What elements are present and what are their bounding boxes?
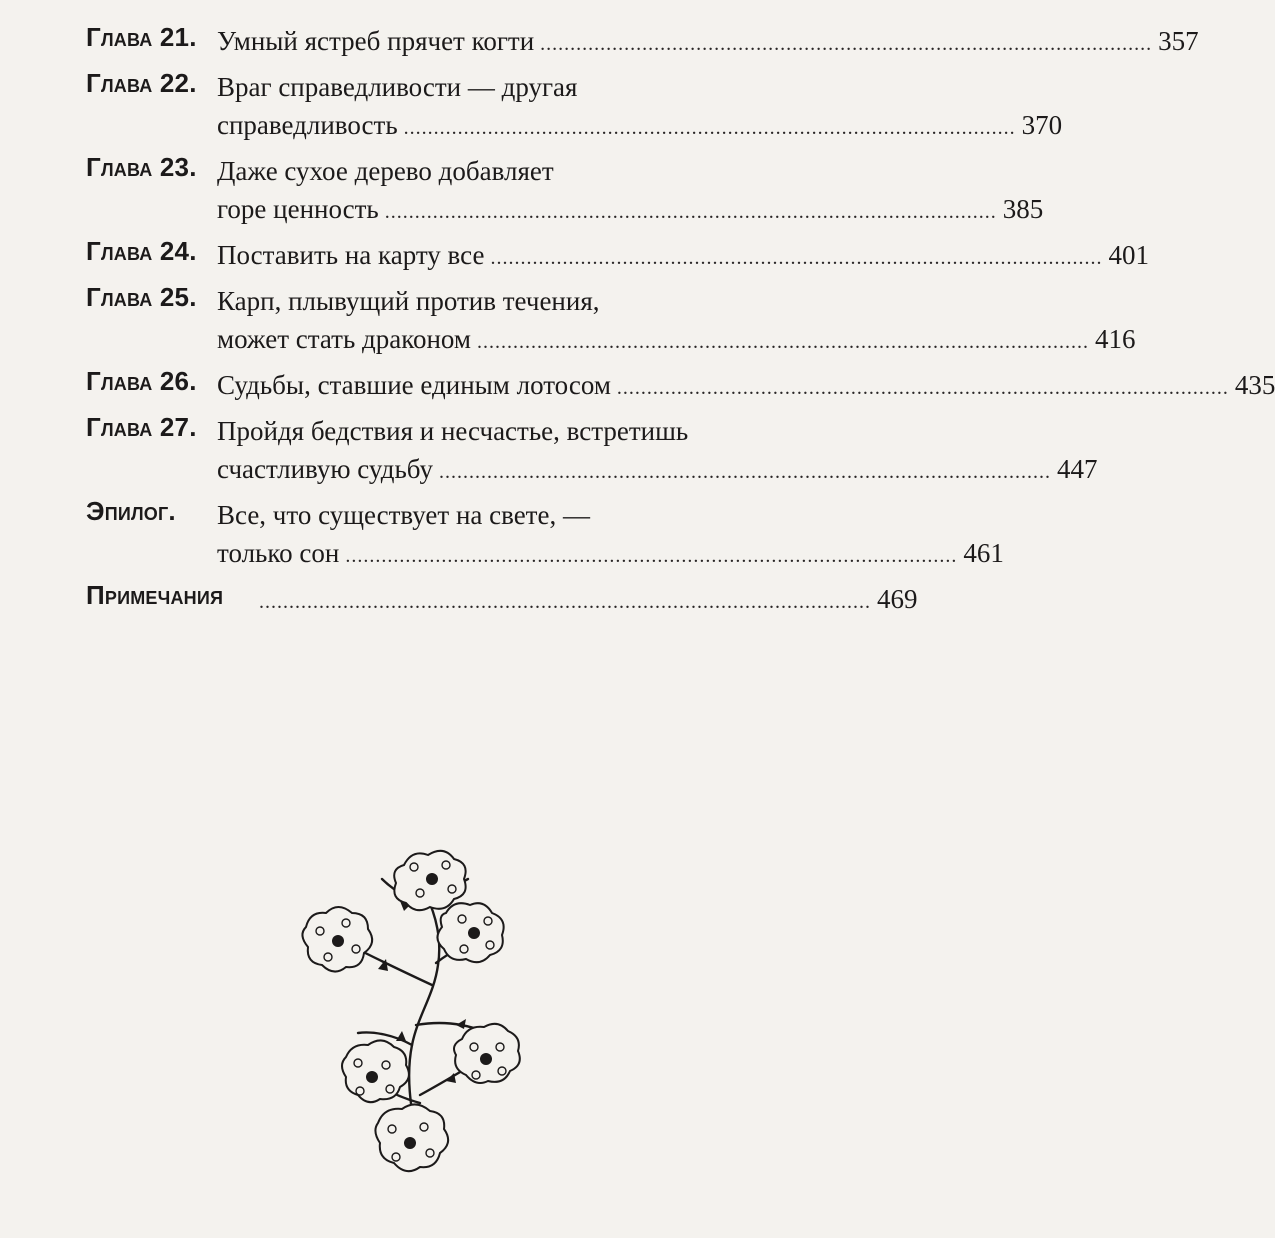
table-of-contents xyxy=(86,22,1275,618)
page-number: 469 xyxy=(877,584,918,614)
leader-dots: ...................................................................................................... xyxy=(540,33,1153,55)
page-number: 385 xyxy=(1002,194,1044,224)
page-number: 370 xyxy=(1021,110,1063,140)
toc-entry[interactable] xyxy=(86,22,1199,60)
page-number: 357 xyxy=(1158,26,1199,56)
flower-ornament xyxy=(286,845,526,1175)
epilogue-title-continued: только сон xyxy=(217,538,340,568)
notes-label: Примечания xyxy=(86,580,224,610)
toc-entry[interactable] xyxy=(86,236,1149,274)
toc-entry[interactable] xyxy=(86,366,1275,404)
chapter-label: Глава 24. xyxy=(86,236,197,266)
chapter-title: Судьбы, ставшие единым лотосом xyxy=(217,370,611,400)
chapter-label: Глава 21. xyxy=(86,22,197,52)
leader-dots: ...................................................................................................... xyxy=(403,117,1016,139)
page-number: 435 xyxy=(1234,370,1275,400)
chapter-title: Умный ястреб прячет когти xyxy=(217,26,535,56)
page-number: 447 xyxy=(1056,454,1098,484)
leader-dots: ...................................................................................................... xyxy=(259,591,871,613)
leader-dots: ...................................................................................................... xyxy=(438,461,1051,483)
toc-entry[interactable] xyxy=(86,282,1136,358)
page-number: 401 xyxy=(1108,240,1149,270)
epilogue-label: Эпилог. xyxy=(86,496,176,526)
chapter-title-continued: горе ценность xyxy=(217,194,379,224)
toc-entry[interactable] xyxy=(86,412,1098,488)
chapter-title: Враг справедливости — другая xyxy=(217,72,578,102)
chapter-title-continued: справедливость xyxy=(217,110,398,140)
page-number: 461 xyxy=(963,538,1004,568)
chapter-label: Глава 26. xyxy=(86,366,197,396)
toc-entry[interactable] xyxy=(86,496,1004,572)
leader-dots: ...................................................................................................... xyxy=(477,331,1089,353)
chapter-title: Даже сухое дерево добавляет xyxy=(217,156,554,186)
leader-dots: ...................................................................................................... xyxy=(345,545,958,567)
leader-dots: ...................................................................................................... xyxy=(616,377,1229,399)
chapter-title: Карп, плывущий против течения, xyxy=(217,286,600,316)
chapter-title: Пройдя бедствия и несчастье, встретишь xyxy=(217,416,689,446)
chapter-title: Поставить на карту все xyxy=(217,240,485,270)
chapter-label: Глава 23. xyxy=(86,152,197,182)
toc-entry[interactable] xyxy=(86,68,1063,144)
epilogue-title: Все, что существует на свете, — xyxy=(217,500,590,530)
leader-dots: ...................................................................................................... xyxy=(384,201,997,223)
toc-entry[interactable] xyxy=(86,152,1044,228)
chapter-label: Глава 22. xyxy=(86,68,197,98)
leader-dots: ...................................................................................................... xyxy=(490,247,1103,269)
chapter-title-continued: может стать драконом xyxy=(217,324,471,354)
chapter-label: Глава 27. xyxy=(86,412,197,442)
chapter-title-continued: счастливую судьбу xyxy=(217,454,433,484)
chapter-label: Глава 25. xyxy=(86,282,197,312)
page-number: 416 xyxy=(1095,324,1136,354)
toc-entry[interactable] xyxy=(86,580,918,618)
